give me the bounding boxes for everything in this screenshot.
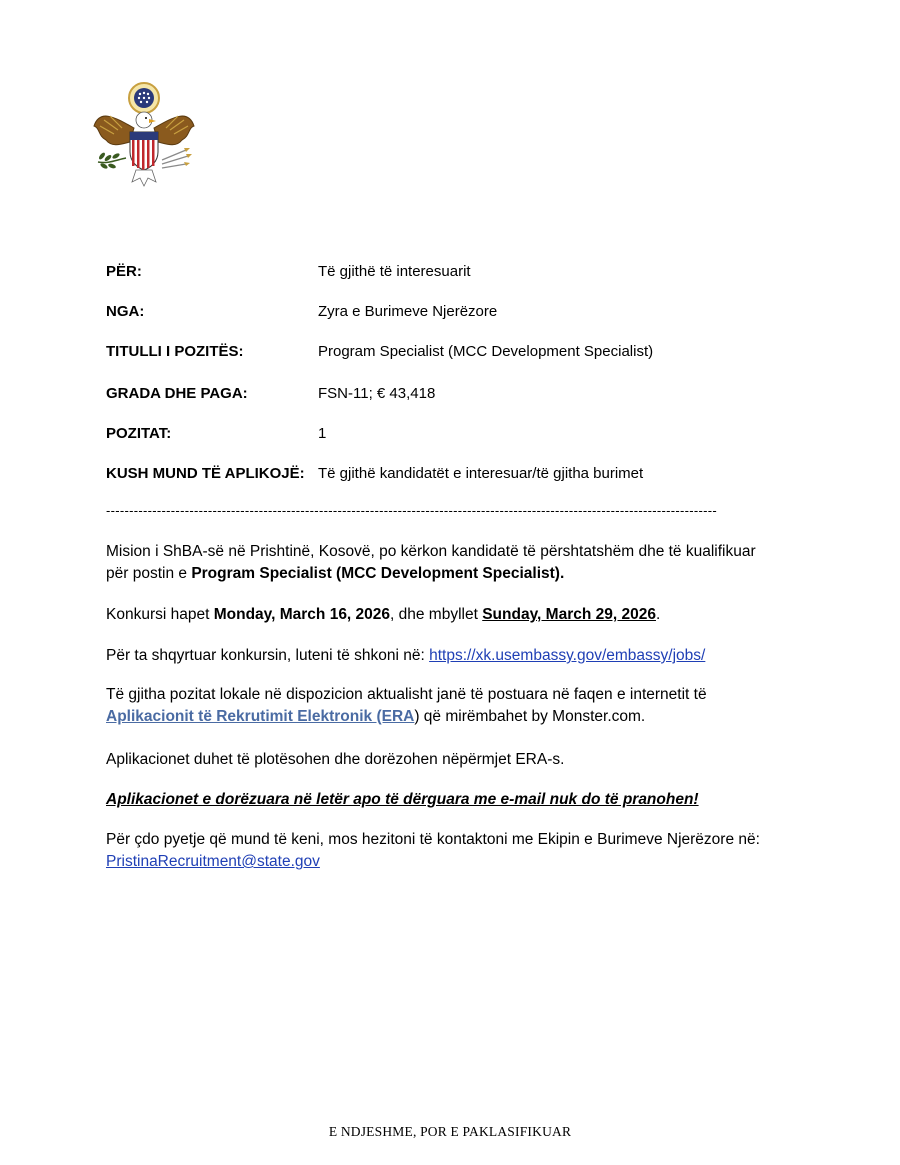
field-from-value: Zyra e Burimeve Njerëzore <box>318 303 498 320</box>
field-who-may-apply-label: KUSH MUND TË APLIKOJË: <box>106 465 305 482</box>
contact-email-link[interactable]: PristinaRecruitment@state.gov <box>106 853 320 870</box>
jobs-link-paragraph <box>106 645 806 667</box>
era-text-2: ) që mirëmbahet by Monster.com. <box>414 708 646 725</box>
classification-footer: E NDJESHME, POR E PAKLASIFIKUAR <box>328 1124 572 1139</box>
dates-suffix: . <box>655 606 661 623</box>
open-date: Monday, March 16, 2026 <box>213 606 391 623</box>
dates-prefix: Konkursi hapet <box>106 606 214 623</box>
intro-text-2: për postin e <box>106 565 192 582</box>
paper-email-warning: Aplikacionet e dorëzuara në letër apo të dërguara me e-mail nuk do të pranohen! <box>106 791 699 808</box>
divider-line: ------------------------------------------------------------------------------------------------------------------------------------ <box>106 503 718 518</box>
field-to-label: PËR: <box>106 263 142 280</box>
dates-paragraph <box>106 604 806 626</box>
intro-position: Program Specialist (MCC Development Specialist). <box>191 565 565 582</box>
field-position-title-label: TITULLI I POZITËS: <box>106 343 244 360</box>
jobs-link-prefix: Për ta shqyrtuar konkursin, luteni të shkoni në: <box>106 647 430 664</box>
close-date: Sunday, March 29, 2026 <box>482 606 656 623</box>
era-text-1: Të gjitha pozitat lokale në dispozicion aktualisht janë të postuara në faqen e internetit të <box>106 686 707 703</box>
field-positions-label: POZITAT: <box>106 425 172 442</box>
era-link[interactable]: Aplikacionit të Rekrutimit Elektronik (ERA <box>106 708 415 725</box>
field-who-may-apply-value: Të gjithë kandidatët e interesuar/të gjitha burimet <box>318 465 644 482</box>
field-to-value: Të gjithë të interesuarit <box>318 263 471 280</box>
intro-paragraph <box>106 541 806 585</box>
submit-note: Aplikacionet duhet të plotësohen dhe dorëzohen nëpërmjet ERA-s. <box>106 751 565 768</box>
field-grade-pay-value: FSN-11; € 43,418 <box>318 385 436 402</box>
field-grade-pay-label: GRADA DHE PAGA: <box>106 385 248 402</box>
dates-middle: , dhe mbyllet <box>390 606 483 623</box>
great-seal-eagle-icon <box>86 78 198 194</box>
field-position-title-value: Program Specialist (MCC Development Specialist) <box>318 343 654 360</box>
jobs-link[interactable]: https://xk.usembassy.gov/embassy/jobs/ <box>429 647 706 664</box>
intro-text-1: Mision i ShBA-së në Prishtinë, Kosovë, po kërkon kandidatë të përshtatshëm dhe të kualifikuar <box>106 543 756 560</box>
era-paragraph <box>106 684 806 728</box>
contact-paragraph <box>106 829 806 873</box>
contact-text: Për çdo pyetje që mund të keni, mos hezitoni të kontaktoni me Ekipin e Burimeve Njerëzore në: <box>106 831 760 848</box>
field-positions-value: 1 <box>318 425 327 442</box>
field-from-label: NGA: <box>106 303 145 320</box>
